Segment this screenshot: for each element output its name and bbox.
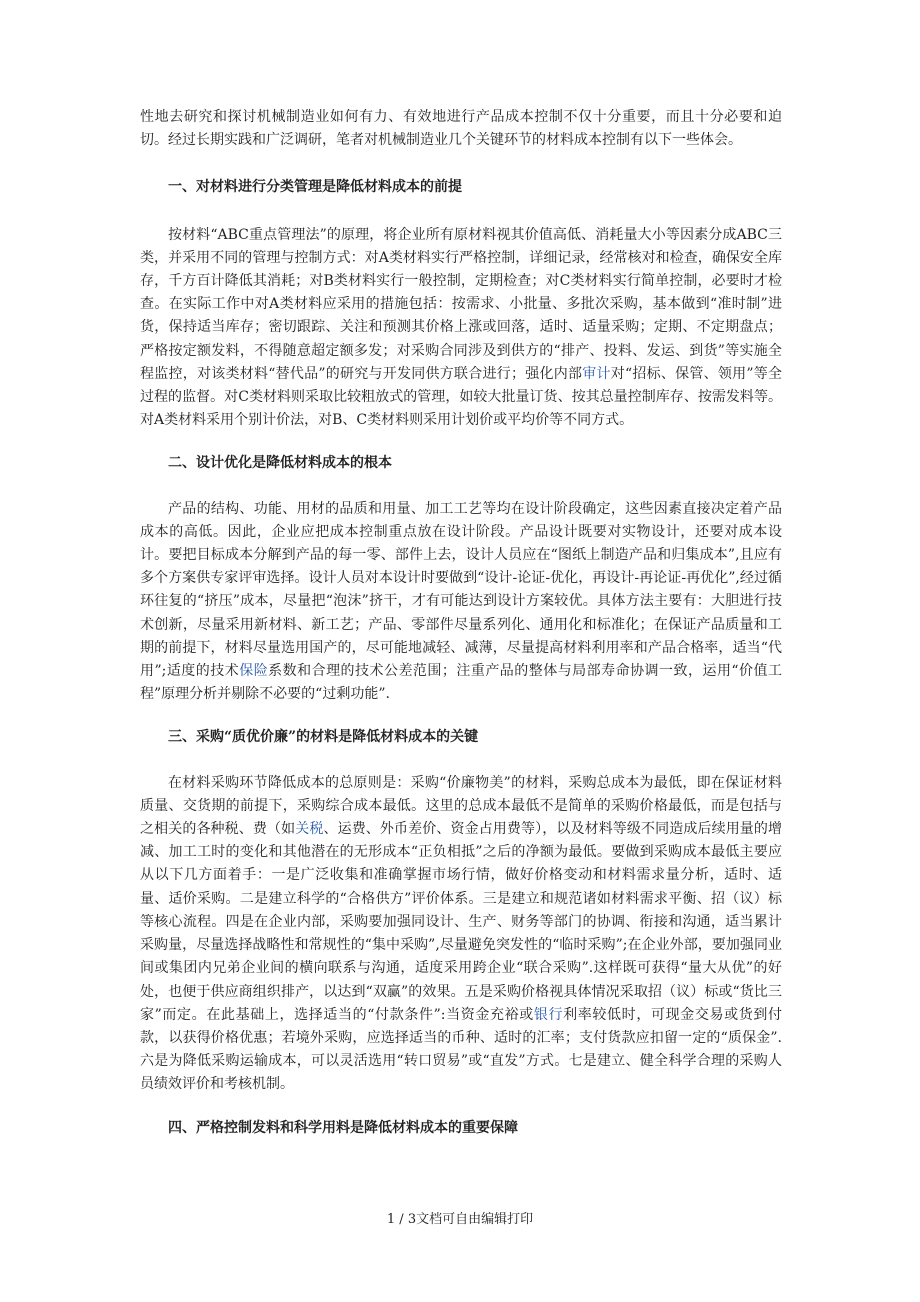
section-2-text-b: 系数和合理的技术公差范围；注重产品的整体与局部寿命协调一致，运用“价值工程”原理分析并剔除不必要的“过剩功能”.	[140, 663, 783, 703]
section-3-paragraph	[140, 772, 782, 1097]
section-3-heading: 三、采购“质优价廉”的材料是降低材料成本的关键	[168, 729, 479, 746]
section-3-text-a: 在材料采购环节降低成本的总原则是：采购“价廉物美”的材料，采购总成本为最低，即在保证材料质量、交货期的前提下，采购综合成本最低。这里的总成本最低不是简单的采购价格最低，而是包括与之相关的各种税、费（如	[140, 774, 782, 838]
section-1-heading: 一、对材料进行分类管理是降低材料成本的前提	[168, 179, 462, 196]
section-2-heading: 二、设计优化是降低材料成本的根本	[168, 455, 392, 472]
audit-link[interactable]: 审计	[582, 365, 611, 382]
document-body	[140, 106, 782, 1160]
bank-link[interactable]: 银行	[533, 1006, 564, 1023]
page-footer: 1 / 3文档可自由编辑打印	[386, 1212, 534, 1227]
section-2-paragraph	[140, 498, 782, 707]
section-3-text-b: 、运费、外币差价、资金占用费等），以及材料等级不同造成后续用量的增减、加工工时的变化和其他潜在的无形成本“正负相抵”之后的净额为最低。要做到采购成本最低主要应从以下几方面着手：一是广泛收集和准确掌握市场行情，做好价格变动和材料需求量分析，适时、适量、适价采购。二是建立科学的“合格供方”评价体系。三是建立和规范诸如材料需求平衡、招（议）标等核心流程。四是在企业内部，采购要加强同设计、生产、财务等部门的协调、衔接和沟通，适当累计采购量，尽量选择战略性和常规性的“集中采购”,尽量避免突发性的“临时采购”;在企业外部，要加强同业间或集团内兄弟企业间的横向联系与沟通，适度采用跨企业“联合采购”.这样既可获得“量大从优”的好处，也便于供应商组织排产，以达到“双赢”的效果。五是采购价格视具体情况采取招（议）标或“货比三家”而定。在此基础上，选择适当的“付款条件”:当资金充裕或	[140, 821, 783, 1023]
section-3-text-c: 利率较低时，可现金交易或货到付款，以获得价格优惠；若境外采购，应选择适当的币种、适时的汇率；支付货款应扣留一定的“质保金”.六是为降低采购运输成本，可以灵活选用“转口贸易”或“直发”方式。七是建立、健全科学合理的采购人员绩效评价和考核机制。	[140, 1006, 783, 1093]
insurance-link[interactable]: 保险	[239, 663, 269, 680]
section-2-text-a: 产品的结构、功能、用材的品质和用量、加工工艺等均在设计阶段确定，这些因素直接决定着产品成本的高低。因此，企业应把成本控制重点放在设计阶段。产品设计既要对实物设计，还要对成本设计。要把目标成本分解到产品的每一零、部件上去，设计人员应在“图纸上制造产品和归集成本”,且应有多个方案供专家评审选择。设计人员对本设计时要做到“设计-论证-优化，再设计-再论证-再优化”,经过循环往复的“挤压”成本，尽量把“泡沫”挤干，才有可能达到设计方案较优。具体方法主要有：大胆进行技术创新，尽量采用新材料、新工艺；产品、零部件尽量系列化、通用化和标准化；在保证产品质量和工期的前提下，材料尽量选用国产的，尽可能地减轻、减薄，尽量提高材料利用率和产品合格率，适当“代用”;适度的技术	[140, 500, 782, 680]
section-4-heading: 四、严格控制发料和科学用料是降低材料成本的重要保障	[168, 1119, 518, 1136]
section-1-text-a: 按材料“ABC重点管理法”的原理，将企业所有原材料视其价值高低、消耗量大小等因素分成ABC三类，并采用不同的管理与控制方式：对A类材料实行严格控制，详细记录，经常核对和检查，确保安全库存，千方百计降低其消耗；对B类材料实行一般控制，定期检查；对C类材料实行简单控制，必要时才检查。在实际工作中对A类材料应采用的措施包括：按需求、小批量、多批次采购，基本做到“准时制”进货，保持适当库存；密切跟踪、关注和预测其价格上涨或回落，适时、适量采购；定期、不定期盘点；严格按定额发料，不得随意超定额多发；对采购合同涉及到供方的“排产、投料、发运、到货”等实施全程监控，对该类材料“替代品”的研究与开发同供方联合进行；强化内部	[140, 226, 782, 382]
tariff-link[interactable]: 关税	[295, 821, 324, 838]
intro-text: 性地去研究和探讨机械制造业如何有力、有效地进行产品成本控制不仅十分重要，而且十分必要和迫切。经过长期实践和广泛调研，笔者对机械制造业几个关键环节的材料成本控制有以下一些体会。	[140, 109, 782, 149]
intro-paragraph	[140, 106, 782, 152]
section-1-paragraph	[140, 224, 782, 433]
section-1-text-b: 对“招标、保管、领用”等全过程的监督。对C类材料则采取比较粗放式的管理，如较大批量订货、按其总量控制库存、按需发料等。对A类材料采用个别计价法，对B、C类材料则采用计划价或平均价等不同方式。	[140, 365, 782, 429]
